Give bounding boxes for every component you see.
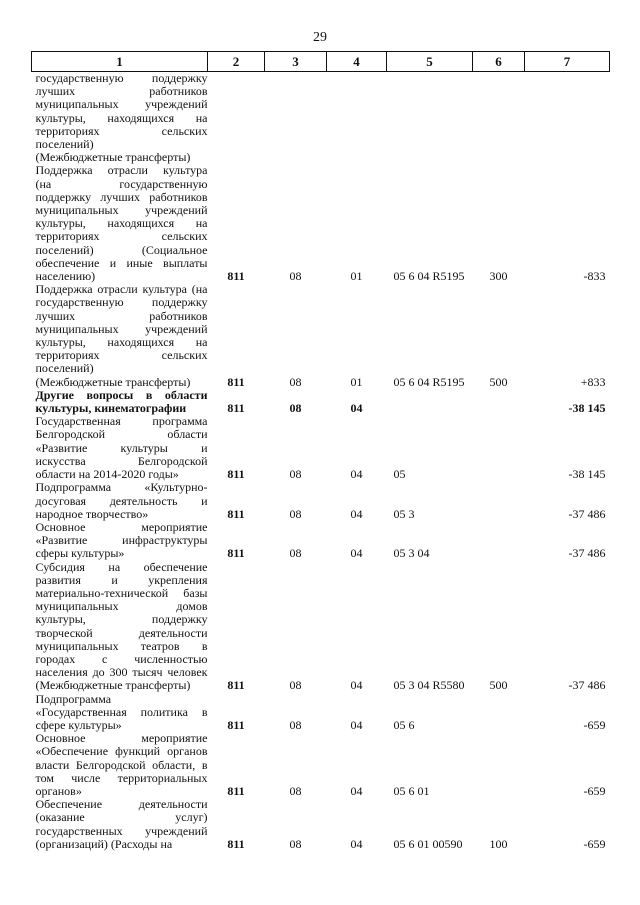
row-name-line: (Межбюджетные трансферты)	[35, 150, 191, 165]
budget-table	[31, 51, 610, 851]
row-name-line: (на государственную	[35, 176, 208, 191]
grbs-cell: 811	[227, 506, 245, 521]
row-name-line: муниципальных учреждений	[35, 321, 208, 336]
row-name-cell	[32, 693, 208, 733]
row-name-line: развития и укрепления	[35, 572, 208, 587]
row-name-cell	[32, 415, 208, 481]
table-row	[32, 389, 610, 415]
amount-cell: -659	[583, 836, 606, 851]
row-name-line: области на 2014-2020 годы»	[35, 467, 179, 482]
col-header-7: 7	[525, 52, 610, 72]
expense-type-cell	[473, 415, 525, 481]
section-cell: 08	[289, 546, 302, 561]
grbs-cell: 811	[227, 783, 245, 798]
col-header-4: 4	[327, 52, 387, 72]
target-article-cell: 05 3 04 R5580	[393, 678, 465, 693]
table-body	[32, 72, 610, 851]
table-row	[32, 561, 610, 693]
row-name-cell	[32, 732, 208, 798]
row-name-line: государственную поддержку	[35, 295, 208, 310]
target-article-cell: 05 6 04 R5195	[393, 269, 465, 284]
row-name-line: территориях сельских поселений)	[35, 123, 208, 152]
grbs-cell: 811	[227, 678, 245, 693]
row-name-cell	[32, 72, 208, 165]
table-row	[32, 521, 610, 561]
expense-type-cell	[473, 72, 525, 165]
row-name-line: Подпрограмма	[35, 691, 112, 706]
section-cell: 08	[289, 783, 302, 798]
row-name-line: лучших работников	[35, 84, 208, 99]
amount-cell: -38 145	[568, 467, 606, 482]
section-cell: 08	[289, 467, 302, 482]
subsection-cell	[327, 72, 387, 165]
target-article-cell	[387, 389, 473, 415]
table-row	[32, 164, 610, 283]
row-name-line: муниципальных учреждений	[35, 203, 208, 218]
expense-type-cell: 500	[489, 374, 508, 389]
row-name-line: муниципальных домов	[35, 599, 208, 614]
row-name-line: культуры, находящихся на	[35, 216, 208, 231]
amount-cell: -833	[583, 269, 606, 284]
row-name-line: творческой деятельности	[35, 625, 208, 640]
section-cell: 08	[289, 401, 302, 416]
row-name-line: городах с численностью	[35, 651, 208, 666]
grbs-cell: 811	[227, 546, 245, 561]
col-header-1: 1	[32, 52, 208, 72]
expense-type-cell: 100	[489, 836, 508, 851]
section-cell: 08	[289, 374, 302, 389]
row-name-line: поддержку лучших работников	[35, 189, 208, 204]
subsection-cell: 01	[350, 374, 363, 389]
row-name-line: Поддержка отрасли культура	[35, 163, 208, 178]
table-row	[32, 283, 610, 389]
grbs-cell: 811	[227, 374, 245, 389]
grbs-cell: 811	[227, 467, 245, 482]
section-cell: 08	[289, 678, 302, 693]
row-name-cell	[32, 521, 208, 561]
subsection-cell: 04	[350, 467, 363, 482]
row-name-line: досуговая деятельность и	[35, 493, 208, 508]
row-name-line: муниципальных театров в	[35, 638, 208, 653]
row-name-line: власти Белгородской области, в	[35, 757, 208, 772]
subsection-cell: 04	[350, 678, 363, 693]
subsection-cell: 04	[350, 546, 363, 561]
grbs-cell: 811	[227, 401, 245, 416]
row-name-line: искусства Белгородской	[35, 453, 208, 468]
row-name-cell	[32, 389, 208, 415]
amount-cell: -37 486	[568, 506, 606, 521]
subsection-cell: 04	[350, 401, 363, 416]
row-name-line: обеспечение и иные выплаты	[35, 255, 208, 270]
col-header-2: 2	[208, 52, 265, 72]
amount-cell: -38 145	[568, 401, 606, 416]
row-name-line: государственную поддержку	[35, 71, 208, 85]
row-name-cell	[32, 561, 208, 693]
target-article-cell: 05 3	[393, 506, 415, 521]
table-row	[32, 693, 610, 733]
grbs-cell: 811	[227, 836, 245, 851]
row-name-line: (Межбюджетные трансферты)	[35, 678, 191, 693]
row-name-line: Основное мероприятие	[35, 519, 208, 534]
section-cell: 08	[289, 717, 302, 732]
row-name-line: населения до 300 тысяч человек	[35, 665, 208, 680]
amount-cell: -659	[583, 717, 606, 732]
subsection-cell: 04	[350, 783, 363, 798]
target-article-cell	[387, 72, 473, 165]
section-cell: 08	[289, 836, 302, 851]
row-name-line: поселений) (Социальное	[35, 242, 208, 257]
row-name-line: Подпрограмма «Культурно-	[35, 480, 208, 495]
target-article-cell: 05 6 04 R5195	[393, 374, 465, 389]
row-name-line: (организаций) (Расходы на	[35, 836, 173, 851]
grbs-cell: 811	[227, 717, 245, 732]
row-name-line: культуры, находящихся на	[35, 335, 208, 350]
target-article-cell: 05 6 01 00590	[393, 836, 463, 851]
amount-cell: -37 486	[568, 678, 606, 693]
row-name-line: Белгородской области	[35, 427, 208, 442]
row-name-line: народное творчество»	[35, 506, 149, 521]
row-name-line: муниципальных учреждений	[35, 97, 208, 112]
table-row	[32, 72, 610, 165]
row-name-cell	[32, 481, 208, 521]
row-name-line: Обеспечение деятельности	[35, 797, 208, 812]
row-name-line: сфере культуры»	[35, 717, 122, 732]
row-name-line: «Обеспечение функций органов	[35, 744, 208, 759]
row-name-cell	[32, 164, 208, 283]
col-header-5: 5	[387, 52, 473, 72]
target-article-cell: 05 3 04	[393, 546, 430, 561]
table-row	[32, 732, 610, 798]
row-name-line: (Межбюджетные трансферты)	[35, 374, 191, 389]
row-name-line: Другие вопросы в области	[35, 387, 208, 402]
expense-type-cell	[473, 521, 525, 561]
amount-cell: -659	[583, 783, 606, 798]
row-name-line: территориях сельских	[35, 229, 208, 244]
amount-cell: +833	[580, 374, 606, 389]
expense-type-cell	[473, 481, 525, 521]
row-name-line: культуры, кинематографии	[35, 401, 187, 416]
expense-type-cell: 300	[489, 269, 508, 284]
subsection-cell: 04	[350, 506, 363, 521]
row-name-cell	[32, 798, 208, 851]
row-name-line: культуры, поддержку	[35, 612, 208, 627]
row-name-line: Субсидия на обеспечение	[35, 559, 208, 574]
row-name-line: материально-технической базы	[35, 585, 208, 600]
amount-cell: -37 486	[568, 546, 606, 561]
grbs-cell: 811	[227, 269, 245, 284]
table-row	[32, 798, 610, 851]
target-article-cell: 05 6 01	[393, 783, 430, 798]
row-name-cell	[32, 283, 208, 389]
row-name-line: Основное мероприятие	[35, 731, 208, 746]
row-name-line: лучших работников	[35, 308, 208, 323]
grbs-cell	[208, 72, 265, 165]
expense-type-cell: 500	[489, 678, 508, 693]
row-name-line: том числе территориальных	[35, 770, 208, 785]
expense-type-cell	[473, 693, 525, 733]
row-name-line: «Развитие инфраструктуры	[35, 533, 208, 548]
section-cell: 08	[289, 506, 302, 521]
row-name-line: территориях сельских поселений)	[35, 348, 208, 376]
col-header-6: 6	[473, 52, 525, 72]
subsection-cell: 04	[350, 717, 363, 732]
row-name-line: сферы культуры»	[35, 546, 125, 561]
target-article-cell: 05	[393, 467, 406, 482]
expense-type-cell	[473, 389, 525, 415]
page-number: 29	[313, 30, 327, 45]
expense-type-cell	[473, 732, 525, 798]
table-row	[32, 415, 610, 481]
row-name-line: «Развитие культуры и	[35, 440, 208, 455]
row-name-line: «Государственная политика в	[35, 704, 208, 719]
row-name-line: (оказание услуг)	[35, 810, 208, 825]
subsection-cell: 01	[350, 269, 363, 284]
amount-cell	[525, 72, 610, 165]
row-name-line: культуры, находящихся на	[35, 110, 208, 125]
section-cell	[265, 72, 327, 165]
section-cell: 08	[289, 269, 302, 284]
target-article-cell: 05 6	[393, 717, 415, 732]
row-name-line: государственных учреждений	[35, 823, 208, 838]
row-name-line: органов»	[35, 783, 82, 798]
subsection-cell: 04	[350, 836, 363, 851]
row-name-line: населению)	[35, 269, 96, 284]
row-name-line: Государственная программа	[35, 414, 208, 429]
row-name-line: Поддержка отрасли культура (на	[35, 282, 208, 297]
col-header-3: 3	[265, 52, 327, 72]
table-header-row	[32, 52, 610, 72]
table-row	[32, 481, 610, 521]
